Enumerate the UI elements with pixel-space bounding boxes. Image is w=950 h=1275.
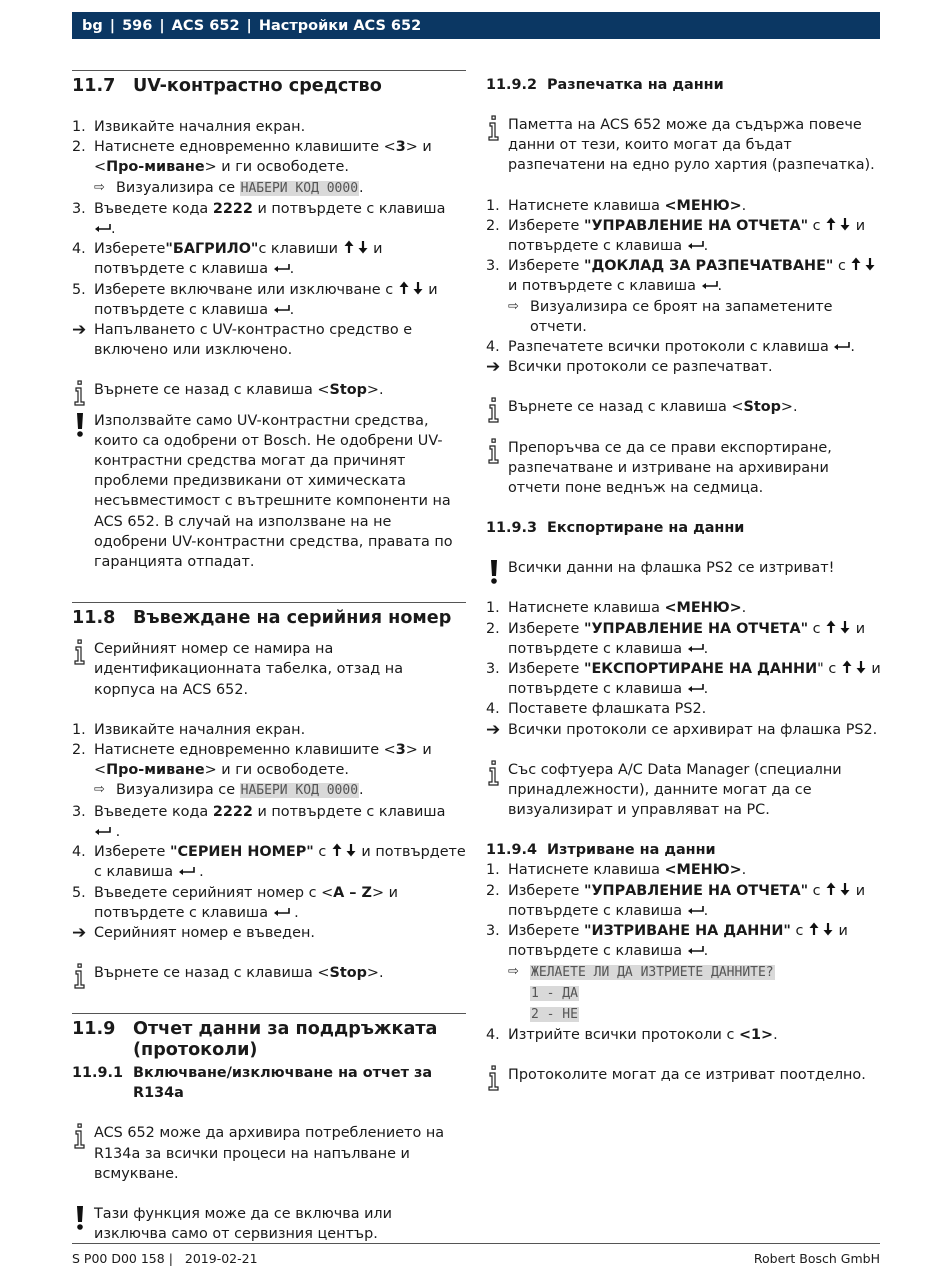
lcd-text: ЖЕЛАЕТЕ ЛИ ДА ИЗТРИЕТЕ ДАННИТЕ? xyxy=(531,964,774,980)
list-item: 2. Изберете "УПРАВЛЕНИЕ НА ОТЧЕТА" с и потвърдете с клавиша . xyxy=(486,620,866,657)
page-header: bg | 596 | ACS 652 | Настройки ACS 652 xyxy=(72,12,880,39)
up-down-arrows-icon xyxy=(825,620,851,634)
enter-key-icon xyxy=(687,643,704,653)
hollow-arrow-icon: ⇨ xyxy=(94,782,105,798)
info-note: Върнете се назад с клавиша <Stop>. xyxy=(486,397,882,417)
header-page-number: 596 xyxy=(122,17,153,34)
hollow-arrow-icon: ⇨ xyxy=(508,298,519,314)
section-heading-11-9: 11.9 Отчет данни за поддръжката (протоколи) xyxy=(72,1019,438,1061)
result-item: ➔ Серийният номер е въведен. xyxy=(72,922,315,943)
enter-key-icon xyxy=(273,263,290,273)
info-note: Серийният номер се намира на идентификационната табелка, отзад на корпуса на ACS 652. xyxy=(72,639,466,700)
enter-key-icon xyxy=(178,866,195,876)
result-arrow-icon: ➔ xyxy=(486,357,501,378)
result-item: ➔ Всички протоколи се разпечатват. xyxy=(486,357,773,378)
lcd-text: 1 - ДА xyxy=(531,985,578,1001)
info-icon xyxy=(73,639,87,665)
up-down-arrows-icon xyxy=(850,257,876,271)
result-item: ➔ Всички протоколи се архивират на флашка PS2. xyxy=(486,719,878,740)
header-lang: bg xyxy=(82,17,103,34)
up-down-arrows-icon xyxy=(841,660,867,674)
list-item: 3. Изберете "ДОКЛАД ЗА РАЗПЕЧАТВАНЕ" с и потвърдете с клавиша . xyxy=(486,256,882,296)
footer-divider xyxy=(72,1243,880,1244)
subsection-heading-11-9-4: 11.9.4 Изтриване на данни xyxy=(486,842,716,859)
info-note: Със софтуера A/C Data Manager (специални принадлежности), данните могат да се визуализират и управляват на PC. xyxy=(486,760,882,821)
info-note: Върнете се назад с клавиша <Stop>. xyxy=(72,380,466,400)
info-icon xyxy=(73,380,87,406)
list-item: 5. Изберете включване или изключване с и потвърдете с клавиша . xyxy=(72,281,438,318)
result-arrow-icon: ➔ xyxy=(72,320,87,341)
enter-key-icon xyxy=(687,240,704,250)
list-item: 1. Натиснете клавиша <МЕНЮ>. xyxy=(486,600,747,617)
section-heading-11-7: 11.7 UV-контрастно средство xyxy=(72,76,382,96)
display-result xyxy=(486,983,882,1004)
enter-key-icon xyxy=(687,905,704,915)
enter-key-icon xyxy=(687,945,704,955)
footer-left: S P00 D00 158 | 2019-02-21 xyxy=(72,1251,258,1266)
list-item: 2. Натиснете едновременно клавишите <3> и <Про-миване> и ги освободете. xyxy=(72,742,432,779)
warning-note: Използвайте само UV-контрастни средства, които са одобрени от Bosch. Не одобрени UV-контрастни средства могат да причинят проблеми предизвикани от химическата несъвместимост с вътрешните компоненти на ACS 652. В случай на използване на не одобрени UV-контрастни средства, правата по гаранцията отпадат. xyxy=(72,411,466,573)
subsection-heading-11-9-3: 11.9.3 Експортиране на данни xyxy=(486,520,745,537)
right-column xyxy=(486,75,882,1086)
list-item: 2. Натиснете едновременно клавишите <3> и <Про-миване> и ги освободете. xyxy=(72,139,432,176)
result-arrow-icon: ➔ xyxy=(72,922,87,943)
up-down-arrows-icon xyxy=(825,882,851,896)
list-item: 4. Поставете флашката PS2. xyxy=(486,701,707,718)
list-item: 1. Извикайте началния екран. xyxy=(72,119,306,135)
list-item: 1. Натиснете клавиша <МЕНЮ>. xyxy=(486,862,747,879)
header-product: ACS 652 xyxy=(171,17,240,34)
section-divider xyxy=(72,602,466,603)
warning-note: Тази функция може да се включва или изключва само от сервизния център. xyxy=(72,1204,466,1244)
info-note: Протоколите могат да се изтриват поотделно. xyxy=(486,1065,882,1085)
up-down-arrows-icon xyxy=(808,922,834,936)
list-item: 4. Разпечатете всички протоколи с клавиша . xyxy=(486,339,855,356)
list-item: 1. Извикайте началния екран. xyxy=(72,721,306,738)
info-icon xyxy=(487,760,501,786)
enter-key-icon xyxy=(687,683,704,693)
list-item: 2. Изберете "УПРАВЛЕНИЕ НА ОТЧЕТА" с и потвърдете с клавиша . xyxy=(486,217,866,255)
info-icon xyxy=(73,1123,87,1149)
list-item: 3. Въведете кода 2222 и потвърдете с клавиша . xyxy=(72,200,446,238)
info-note: Паметта на ACS 652 може да съдържа повече данни от тези, които могат да бъдат разпечатени на едно руло хартия (разпечатка). xyxy=(486,115,882,176)
warning-icon xyxy=(75,412,85,438)
list-item: 1. Натиснете клавиша <МЕНЮ>. xyxy=(486,197,747,214)
list-item: 2. Изберете "УПРАВЛЕНИЕ НА ОТЧЕТА" с и потвърдете с клавиша . xyxy=(486,882,866,919)
hollow-arrow-icon: ⇨ xyxy=(94,179,105,195)
info-icon xyxy=(487,1065,501,1091)
enter-key-icon xyxy=(833,341,850,351)
section-divider xyxy=(72,1013,466,1014)
header-title: Настройки ACS 652 xyxy=(258,17,422,34)
display-result: ⇨ Визуализира се броят на запаметените отчети. xyxy=(486,297,882,337)
subsection-heading-11-9-1: 11.9.1 Включване/изключване на отчет за R134a xyxy=(72,1065,433,1102)
info-note: ACS 652 може да архивира потреблението на R134a за всички процеси на напълване и всмукване. xyxy=(72,1123,466,1184)
lcd-text: НАБЕРИ КОД 0000 xyxy=(240,783,359,799)
enter-key-icon xyxy=(273,304,290,314)
lcd-text: 2 - НЕ xyxy=(531,1006,578,1022)
warning-note: Всички данни на флашка PS2 се изтриват! xyxy=(486,558,882,578)
up-down-arrows-icon xyxy=(398,281,424,295)
list-item: 3. Въведете кода 2222 и потвърдете с клавиша . xyxy=(72,803,446,840)
display-result: ⇨ Визуализира се НАБЕРИ КОД 0000. xyxy=(72,780,466,801)
enter-key-icon xyxy=(94,826,111,836)
up-down-arrows-icon xyxy=(331,843,357,857)
list-item: 3. Изберете "ЕКСПОРТИРАНЕ НА ДАННИ" с и потвърдете с клавиша . xyxy=(486,661,881,698)
up-down-arrows-icon xyxy=(825,217,851,231)
display-result xyxy=(486,962,882,983)
footer-company: Robert Bosch GmbH xyxy=(753,1251,880,1266)
list-item: 4. Изберете"БАГРИЛО"с клавиши и потвърдете с клавиша . xyxy=(72,241,383,278)
display-result xyxy=(486,1004,882,1025)
info-icon xyxy=(487,438,501,464)
left-column xyxy=(72,70,466,1244)
info-note: Върнете се назад с клавиша <Stop>. xyxy=(72,963,466,983)
warning-icon xyxy=(75,1205,85,1231)
info-note: Препоръчва се да се прави експортиране, разпечатване и изтриване на архивирани отчети поне веднъж на седмица. xyxy=(486,438,882,499)
subsection-heading-11-9-2: 11.9.2 Разпечатка на данни xyxy=(486,77,724,93)
info-icon xyxy=(73,963,87,989)
footer-date: 2019-02-21 xyxy=(184,1251,258,1266)
enter-key-icon xyxy=(273,907,290,917)
hollow-arrow-icon: ⇨ xyxy=(508,963,519,979)
enter-key-icon xyxy=(701,280,718,290)
list-item: 4. Изтрийте всички протоколи с <1>. xyxy=(486,1027,778,1044)
info-icon xyxy=(487,397,501,423)
list-item: 3. Изберете "ИЗТРИВАНЕ НА ДАННИ" с и потвърдете с клавиша . xyxy=(486,923,848,960)
section-heading-11-8: 11.8 Въвеждане на серийния номер xyxy=(72,608,452,629)
display-result: ⇨ Визуализира се НАБЕРИ КОД 0000. xyxy=(72,178,466,199)
result-arrow-icon: ➔ xyxy=(486,719,501,740)
section-divider xyxy=(72,70,466,71)
list-item: 4. Изберете "СЕРИЕН НОМЕР" с и потвърдете с клавиша . xyxy=(72,844,466,881)
info-icon xyxy=(487,115,501,141)
enter-key-icon xyxy=(94,223,111,233)
list-item: 5. Въведете серийният номер с <A – Z> и потвърдете с клавиша . xyxy=(72,884,398,921)
result-item: ➔ Напълването с UV-контрастно средство е включено или изключено. xyxy=(72,320,466,360)
up-down-arrows-icon xyxy=(343,240,369,254)
footer-doc-number: S P00 D00 158 xyxy=(72,1251,165,1266)
warning-icon xyxy=(489,559,499,585)
lcd-text: НАБЕРИ КОД 0000 xyxy=(240,180,359,196)
